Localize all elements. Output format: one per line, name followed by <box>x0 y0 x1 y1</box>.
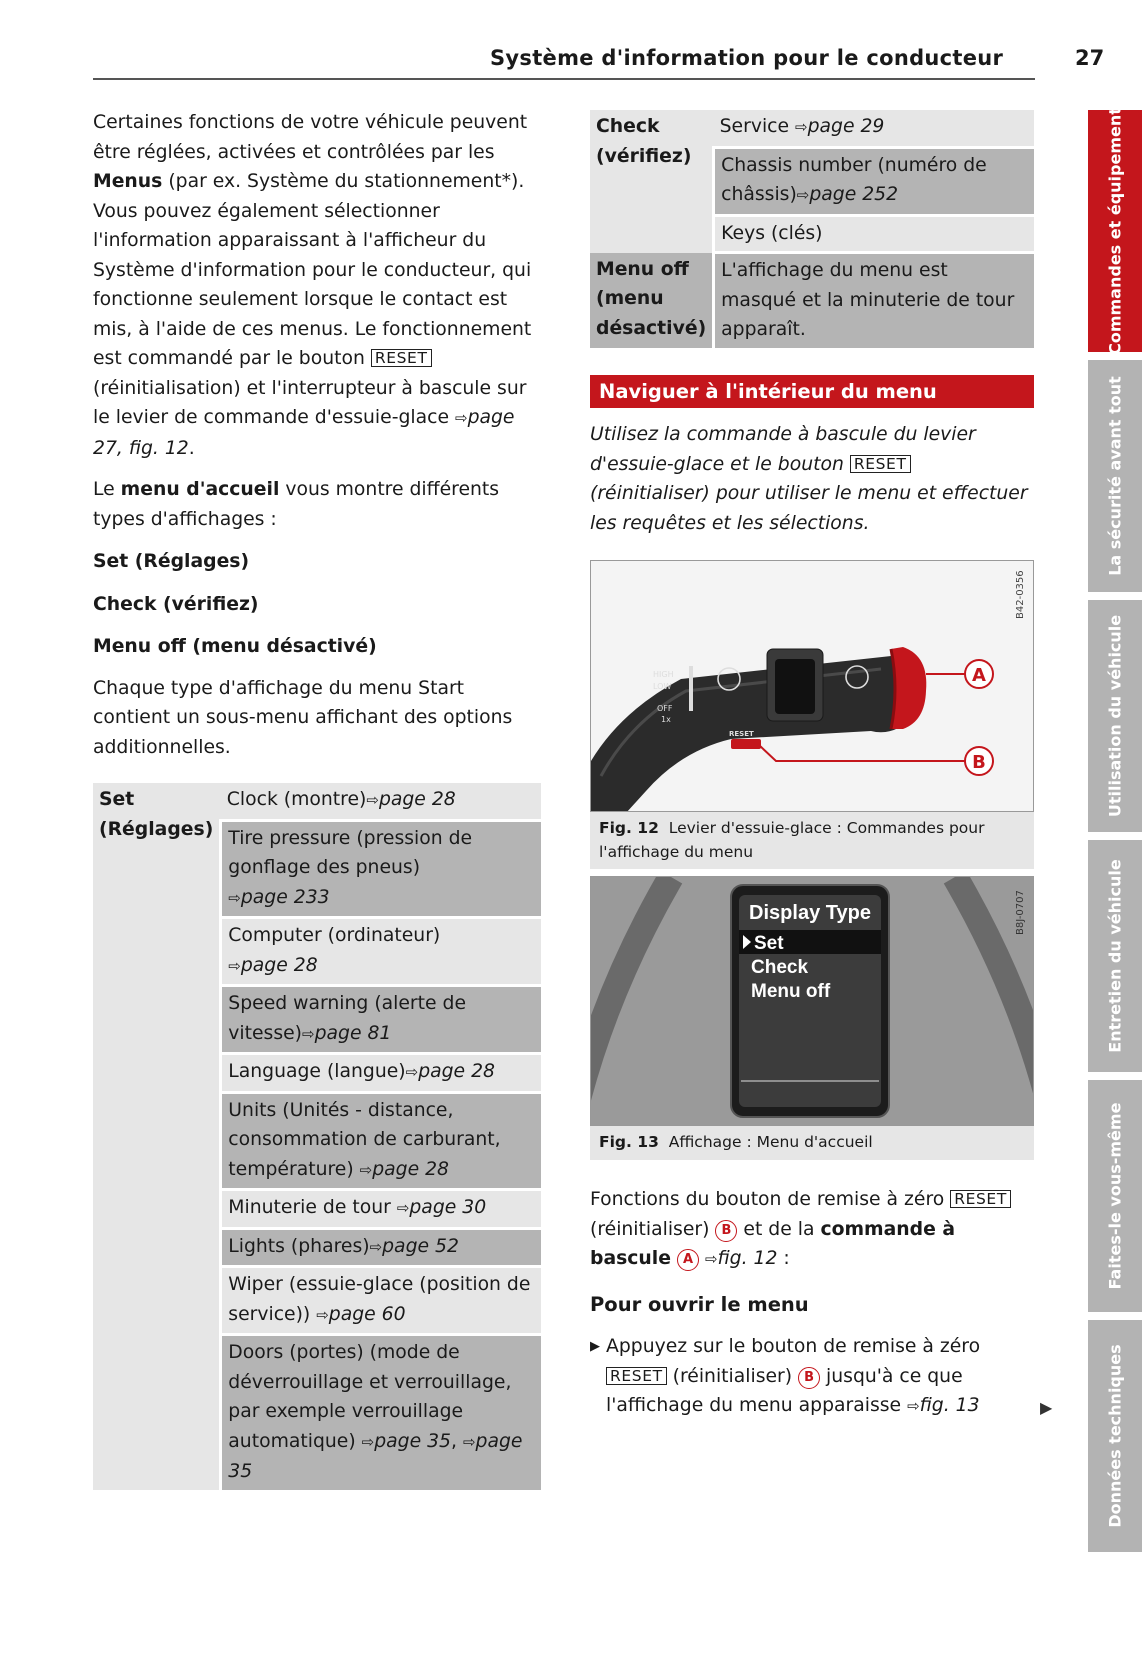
display-item-set: Set <box>754 933 784 954</box>
set-table <box>93 783 541 1490</box>
step-list <box>590 1332 1034 1422</box>
check-table <box>590 110 1034 348</box>
arrow-right-icon: ⇨ <box>795 118 808 136</box>
step-text: Appuyez sur le bouton de remise à zéro RESET (réinitialiser) B jusqu'à ce que l'affichage du menu apparaisse ⇨fig. 13 <box>606 1336 981 1416</box>
figure-wiper-lever <box>590 560 1034 812</box>
figure-code-13: B8J-0707 <box>1015 890 1026 935</box>
display-item-check: Check <box>751 957 809 978</box>
arrow-right-icon: ⇨ <box>405 1063 419 1081</box>
table-row: Tire pressure (pression de gonflage des pneus) ⇨page 233 <box>221 820 541 918</box>
running-header: Système d'information pour le conducteur <box>490 46 1004 70</box>
tab-entretien-vehicule[interactable]: Entretien du véhicule <box>1088 840 1142 1072</box>
tab-commandes-equipement[interactable]: Commandes et équipement <box>1088 110 1142 352</box>
arrow-right-icon: ⇨ <box>462 1432 476 1451</box>
table-row: Wiper (essuie-glace (position de service)) ⇨page 60 <box>221 1267 541 1335</box>
table-row: Language (langue)⇨page 28 <box>221 1054 541 1093</box>
figure-13-caption: Fig. 13 Affichage : Menu d'accueil <box>590 1126 1034 1160</box>
table-row: Minuterie de tour ⇨page 30 <box>221 1190 541 1229</box>
reset-key: RESET <box>371 349 432 367</box>
callout-b-marker: B <box>798 1367 820 1389</box>
check-table-label: Check (vérifiez) <box>590 110 714 253</box>
menu-item-set: Set (Réglages) <box>93 551 250 572</box>
arrow-right-icon: ⇨ <box>228 956 241 975</box>
arrow-right-icon: ⇨ <box>302 1024 315 1043</box>
callout-b-marker: B <box>715 1220 737 1242</box>
section-heading-bar: Naviguer à l'intérieur du menu <box>590 375 1034 408</box>
lever-label-high: HIGH <box>653 670 674 679</box>
arrow-right-icon: ⇨ <box>228 888 241 907</box>
table-row: Clock (montre)⇨page 28 <box>221 783 541 820</box>
display-illustration <box>591 877 1034 1126</box>
table-row: L'affichage du menu est masqué et la minuterie de tour apparaît. <box>714 253 1034 348</box>
arrow-right-icon: ⇨ <box>359 1160 373 1179</box>
table-row: Service ⇨page 29 <box>714 110 1034 147</box>
page-number: 27 <box>1075 46 1105 70</box>
callout-a-marker: A <box>677 1249 699 1271</box>
arrow-right-icon: ⇨ <box>366 791 379 809</box>
arrow-right-icon: ⇨ <box>316 1305 329 1324</box>
table-row: Speed warning (alerte de vitesse)⇨page 81 <box>221 986 541 1054</box>
arrow-right-icon: ⇨ <box>704 1250 718 1268</box>
left-column <box>93 108 541 762</box>
menu-off-label: Menu off (menu désactivé) <box>590 253 714 348</box>
set-table-label: Set (Réglages) <box>93 783 221 1490</box>
arrow-right-icon: ⇨ <box>396 1199 410 1217</box>
lever-label-reset: RESET <box>729 730 754 738</box>
arrow-right-icon: ⇨ <box>796 186 810 204</box>
table-row: Keys (clés) <box>714 215 1034 253</box>
arrow-right-icon: ⇨ <box>369 1237 383 1256</box>
functions-paragraph: Fonctions du bouton de remise à zéro RESET (réinitialiser) B et de la commande à bascule A ⇨fig. 12 : <box>590 1185 1034 1275</box>
table-row: Doors (portes) (mode de déverrouillage et verrouillage, par exemple verrouillage automatique) ⇨page 35, ⇨page 35 <box>221 1335 541 1490</box>
callout-b: B <box>972 752 986 773</box>
menu-item-menu-off: Menu off (menu désactivé) <box>93 636 377 657</box>
arrow-right-icon: ⇨ <box>907 1397 920 1415</box>
lever-label-low: LOW <box>653 682 672 691</box>
display-title: Display Type <box>749 902 871 924</box>
table-row: Computer (ordinateur) ⇨page 28 <box>221 918 541 986</box>
table-row: Units (Unités - distance, consommation de carburant, température) ⇨page 28 <box>221 1092 541 1190</box>
figure-12-caption: Fig. 12 Levier d'essuie-glace : Commandes pour l'affichage du menu <box>590 812 1034 869</box>
reset-key: RESET <box>950 1190 1011 1208</box>
section-intro: Utilisez la commande à bascule du levier d'essuie-glace et le bouton RESET (réinitialiser) pour utiliser le menu et effectuer les requêtes et les sélections. <box>590 424 1028 534</box>
lever-label-1x: 1x <box>661 715 671 724</box>
display-item-menu-off: Menu off <box>751 981 831 1002</box>
continue-arrow-icon: ▶ <box>1040 1398 1053 1417</box>
header-rule <box>93 78 1035 80</box>
tab-faites-le-vous-meme[interactable]: Faites-le vous-même <box>1088 1080 1142 1312</box>
intro-paragraph: Certaines fonctions de votre véhicule peuvent être réglées, activées et contrôlées par les Menus (par ex. Système du stationnement*). Vous pouvez également sélectionner l'information apparaissant à l'afficheur du Système d'information pour le conducteur, qui fonctionne seulement lorsque le contact est mis, à l'aide de ces menus. Le fonctionnement est commandé par le bouton RESET (réinitialisation) et l'interrupteur à bascule sur le levier de commande d'essuie-glace ⇨page 27, fig. 12. <box>93 112 532 459</box>
wiper-lever-illustration <box>591 561 1034 812</box>
lever-label-off: OFF <box>657 704 673 713</box>
submenu-paragraph: Chaque type d'affichage du menu Start contient un sous-menu affichant des options additionnelles. <box>93 677 513 758</box>
table-row: Lights (phares)⇨page 52 <box>221 1228 541 1267</box>
figure-code-12: B42-0356 <box>1015 570 1026 619</box>
table-row: Chassis number (numéro de châssis)⇨page 252 <box>714 147 1034 215</box>
reset-key: RESET <box>606 1367 667 1385</box>
tab-donnees-techniques[interactable]: Données techniques <box>1088 1320 1142 1552</box>
callout-a: A <box>972 665 986 686</box>
arrow-right-icon: ⇨ <box>454 409 468 427</box>
menu-item-check: Check (vérifiez) <box>93 593 259 615</box>
tab-securite[interactable]: La sécurité avant tout <box>1088 360 1142 592</box>
open-menu-heading: Pour ouvrir le menu <box>590 1293 809 1316</box>
menu-paragraph: Le menu d'accueil vous montre différents types d'affichages : <box>93 479 500 530</box>
bullet-triangle-icon: ▶ <box>590 1339 600 1354</box>
figure-display <box>590 876 1034 1126</box>
tab-utilisation-vehicule[interactable]: Utilisation du véhicule <box>1088 600 1142 832</box>
arrow-right-icon: ⇨ <box>361 1432 375 1451</box>
cross-reference[interactable]: page 27, fig. 12 <box>93 407 515 459</box>
reset-key: RESET <box>850 455 911 473</box>
